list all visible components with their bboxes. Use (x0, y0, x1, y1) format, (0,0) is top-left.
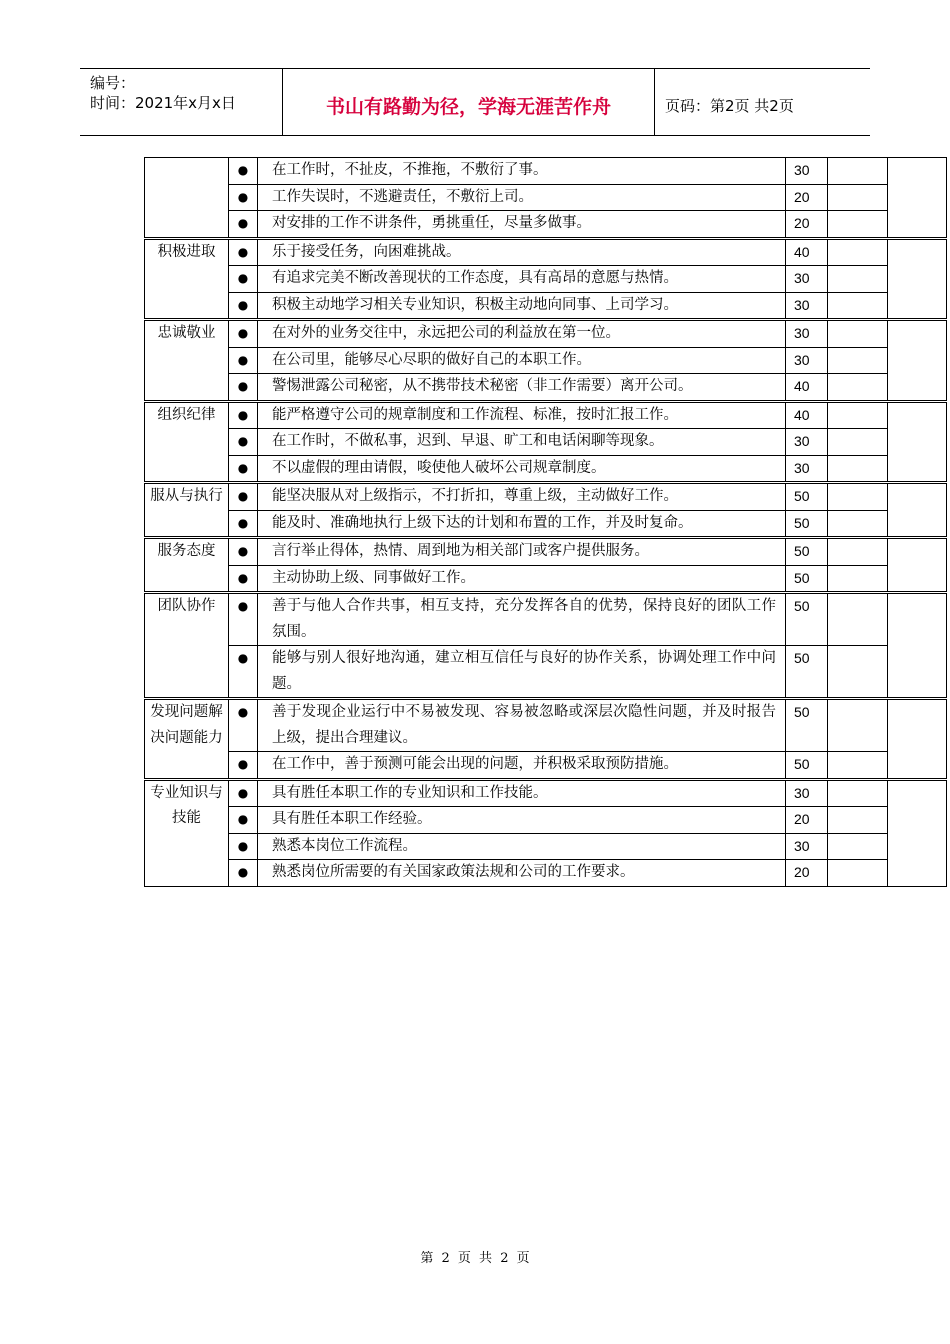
table-row (145, 483, 947, 511)
criterion-text: 能够与别人很好地沟通，建立相互信任与良好的协作关系，协调处理工作中问题。 (258, 646, 786, 699)
blank-group-cell (888, 779, 947, 886)
score-cell: 20 (786, 807, 828, 834)
score-cell: 30 (786, 158, 828, 185)
score-cell: 30 (786, 455, 828, 483)
table-row (145, 779, 947, 807)
score-cell: 50 (786, 538, 828, 566)
blank-cell (828, 779, 888, 807)
criterion-text: 具有胜任本职工作经验。 (258, 807, 786, 834)
score-cell: 30 (786, 347, 828, 374)
score-cell: 30 (786, 429, 828, 456)
blank-cell (828, 807, 888, 834)
bullet-icon: ● (229, 238, 258, 266)
score-cell: 40 (786, 374, 828, 402)
criterion-text: 积极主动地学习相关专业知识，积极主动地向同事、上司学习。 (258, 292, 786, 320)
blank-cell (828, 699, 888, 752)
score-cell: 50 (786, 646, 828, 699)
score-cell: 30 (786, 266, 828, 293)
category-cell: 专业知识与技能 (145, 779, 229, 886)
bullet-icon: ● (229, 483, 258, 511)
blank-cell (828, 646, 888, 699)
bullet-icon: ● (229, 510, 258, 538)
blank-cell (828, 455, 888, 483)
score-cell: 50 (786, 593, 828, 646)
criterion-text: 言行举止得体，热情、周到地为相关部门或客户提供服务。 (258, 538, 786, 566)
criterion-text: 在对外的业务交往中，永远把公司的利益放在第一位。 (258, 320, 786, 348)
score-cell: 30 (786, 779, 828, 807)
bullet-icon: ● (229, 565, 258, 593)
table-row (145, 158, 947, 185)
criterion-text: 能及时、准确地执行上级下达的计划和布置的工作，并及时复命。 (258, 510, 786, 538)
table-row (145, 238, 947, 266)
header-page-label: 页码：第2页 共2页 (665, 96, 794, 115)
blank-cell (828, 401, 888, 429)
bullet-icon: ● (229, 292, 258, 320)
category-cell (145, 158, 229, 239)
criterion-text: 在工作时，不做私事，迟到、早退、旷工和电话闲聊等现象。 (258, 429, 786, 456)
table-row (145, 593, 947, 646)
bullet-icon: ● (229, 752, 258, 780)
criterion-text: 具有胜任本职工作的专业知识和工作技能。 (258, 779, 786, 807)
document-number-label: 编号： (90, 74, 136, 92)
criterion-text: 在公司里，能够尽心尽职的做好自己的本职工作。 (258, 347, 786, 374)
document-time-label: 时间：2021年x月x日 (90, 94, 236, 112)
table-row (145, 374, 947, 402)
criterion-text: 熟悉岗位所需要的有关国家政策法规和公司的工作要求。 (258, 860, 786, 887)
blank-cell (828, 565, 888, 593)
bullet-icon: ● (229, 860, 258, 887)
bullet-icon: ● (229, 593, 258, 646)
blank-cell (828, 211, 888, 239)
bullet-icon: ● (229, 807, 258, 834)
criterion-text: 不以虚假的理由请假，唆使他人破坏公司规章制度。 (258, 455, 786, 483)
blank-group-cell (888, 483, 947, 538)
bullet-icon: ● (229, 158, 258, 185)
header-motto: 书山有路勤为径，学海无涯苦作舟 (283, 69, 655, 135)
score-cell: 50 (786, 483, 828, 511)
criterion-text: 在工作中，善于预测可能会出现的问题，并积极采取预防措施。 (258, 752, 786, 780)
blank-cell (828, 266, 888, 293)
bullet-icon: ● (229, 538, 258, 566)
criterion-text: 能严格遵守公司的规章制度和工作流程、标准，按时汇报工作。 (258, 401, 786, 429)
evaluation-table (144, 157, 947, 887)
blank-cell (828, 593, 888, 646)
criterion-text: 乐于接受任务，向困难挑战。 (258, 238, 786, 266)
criterion-text: 能坚决服从对上级指示，不打折扣，尊重上级，主动做好工作。 (258, 483, 786, 511)
header-meta (80, 69, 283, 135)
criterion-text: 善于发现企业运行中不易被发现、容易被忽略或深层次隐性问题，并及时报告上级，提出合理建议。 (258, 699, 786, 752)
bullet-icon: ● (229, 833, 258, 860)
criterion-text: 在工作时，不扯皮，不推拖，不敷衍了事。 (258, 158, 786, 185)
blank-cell (828, 292, 888, 320)
bullet-icon: ● (229, 779, 258, 807)
score-cell: 30 (786, 292, 828, 320)
bullet-icon: ● (229, 211, 258, 239)
table-row (145, 807, 947, 834)
table-row (145, 266, 947, 293)
table-row (145, 292, 947, 320)
table-row (145, 455, 947, 483)
bullet-icon: ● (229, 646, 258, 699)
blank-group-cell (888, 593, 947, 699)
bullet-icon: ● (229, 266, 258, 293)
blank-group-cell (888, 320, 947, 402)
blank-cell (828, 752, 888, 780)
criterion-text: 主动协助上级、同事做好工作。 (258, 565, 786, 593)
blank-cell (828, 238, 888, 266)
score-cell: 40 (786, 401, 828, 429)
blank-group-cell (888, 699, 947, 780)
score-cell: 30 (786, 833, 828, 860)
score-cell: 50 (786, 699, 828, 752)
bullet-icon: ● (229, 401, 258, 429)
bullet-icon: ● (229, 347, 258, 374)
table-row (145, 184, 947, 211)
blank-cell (828, 538, 888, 566)
category-cell: 发现问题解决问题能力 (145, 699, 229, 780)
criterion-text: 有追求完美不断改善现状的工作态度，具有高昂的意愿与热情。 (258, 266, 786, 293)
criterion-text: 工作失误时，不逃避责任，不敷衍上司。 (258, 184, 786, 211)
score-cell: 40 (786, 238, 828, 266)
bullet-icon: ● (229, 699, 258, 752)
category-cell: 服务态度 (145, 538, 229, 593)
score-cell: 50 (786, 510, 828, 538)
table-row (145, 510, 947, 538)
page-footer: 第 2 页 共 2 页 (420, 1251, 530, 1266)
bullet-icon: ● (229, 429, 258, 456)
table-row (145, 401, 947, 429)
category-cell: 忠诚敬业 (145, 320, 229, 402)
table-row (145, 646, 947, 699)
criterion-text: 对安排的工作不讲条件，勇挑重任，尽量多做事。 (258, 211, 786, 239)
category-cell: 服从与执行 (145, 483, 229, 538)
bullet-icon: ● (229, 184, 258, 211)
table-row (145, 699, 947, 752)
score-cell: 50 (786, 752, 828, 780)
table-row (145, 538, 947, 566)
category-cell: 积极进取 (145, 238, 229, 320)
page-header (80, 68, 870, 136)
criterion-text: 善于与他人合作共事，相互支持，充分发挥各自的优势，保持良好的团队工作氛围。 (258, 593, 786, 646)
criterion-text: 熟悉本岗位工作流程。 (258, 833, 786, 860)
bullet-icon: ● (229, 455, 258, 483)
blank-group-cell (888, 401, 947, 483)
blank-cell (828, 347, 888, 374)
blank-cell (828, 833, 888, 860)
blank-group-cell (888, 238, 947, 320)
blank-cell (828, 510, 888, 538)
score-cell: 20 (786, 860, 828, 887)
blank-group-cell (888, 158, 947, 239)
bullet-icon: ● (229, 320, 258, 348)
blank-cell (828, 429, 888, 456)
table-row (145, 211, 947, 239)
table-row (145, 833, 947, 860)
score-cell: 20 (786, 184, 828, 211)
table-row (145, 347, 947, 374)
table-row (145, 320, 947, 348)
category-cell: 组织纪律 (145, 401, 229, 483)
bullet-icon: ● (229, 374, 258, 402)
category-cell: 团队协作 (145, 593, 229, 699)
table-row (145, 860, 947, 887)
blank-cell (828, 158, 888, 185)
blank-cell (828, 184, 888, 211)
blank-cell (828, 483, 888, 511)
table-row (145, 752, 947, 780)
blank-group-cell (888, 538, 947, 593)
blank-cell (828, 860, 888, 887)
blank-cell (828, 320, 888, 348)
table-row (145, 565, 947, 593)
criterion-text: 警惕泄露公司秘密，从不携带技术秘密（非工作需要）离开公司。 (258, 374, 786, 402)
score-cell: 20 (786, 211, 828, 239)
score-cell: 50 (786, 565, 828, 593)
blank-cell (828, 374, 888, 402)
score-cell: 30 (786, 320, 828, 348)
table-row (145, 429, 947, 456)
